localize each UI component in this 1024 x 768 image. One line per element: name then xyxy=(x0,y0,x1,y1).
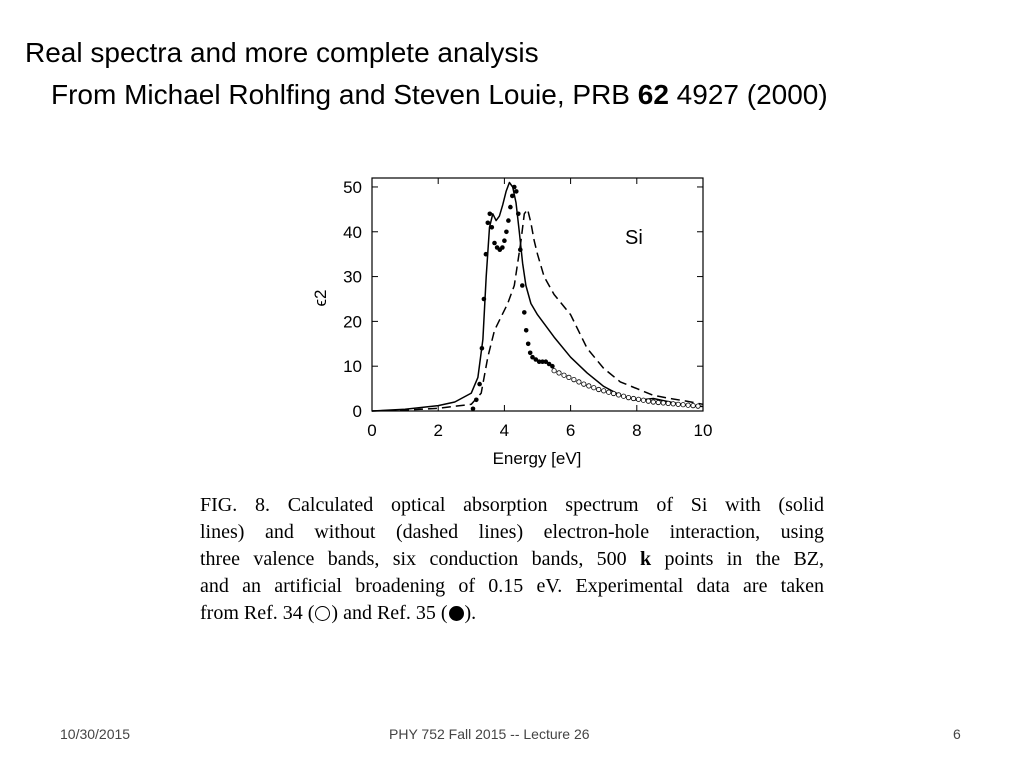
caption-line-5-c: ). xyxy=(464,602,477,624)
data-point-ref35 xyxy=(488,212,493,217)
y-axis-label: ϵ2 xyxy=(311,289,330,307)
x-tick-label: 0 xyxy=(367,421,377,440)
y-tick-label: 0 xyxy=(352,402,362,421)
data-point-ref35 xyxy=(524,328,529,333)
data-point-ref34 xyxy=(666,401,670,405)
caption-line-3-post: points in the BZ, xyxy=(651,548,825,570)
data-point-ref34 xyxy=(686,403,690,407)
data-point-ref34 xyxy=(661,401,665,405)
data-point-ref35 xyxy=(502,238,507,243)
data-point-ref35 xyxy=(510,194,515,199)
caption-line-3-pre: three valence bands, six conduction bands, 500 xyxy=(200,548,641,570)
data-point-ref34 xyxy=(636,397,640,401)
caption-line-1: FIG. 8. Calculated optical absorption spectrum of Si with (solid xyxy=(200,494,824,516)
data-point-ref35 xyxy=(486,221,491,226)
data-point-ref35 xyxy=(518,247,523,252)
series-dashed-line xyxy=(372,209,703,411)
data-point-ref34 xyxy=(626,395,630,399)
caption-line-4: and an artificial broadening of 0.15 eV. Experimental data are taken xyxy=(200,575,824,597)
data-point-ref34 xyxy=(656,400,660,404)
data-point-ref35 xyxy=(474,398,479,403)
caption-line-5-a: from Ref. 34 ( xyxy=(200,602,315,624)
data-point-ref34 xyxy=(592,386,596,390)
open-circle-icon xyxy=(315,606,330,621)
data-point-ref35 xyxy=(506,218,511,223)
y-tick-label: 10 xyxy=(343,357,362,377)
data-point-ref34 xyxy=(696,404,700,408)
data-point-ref34 xyxy=(681,403,685,407)
data-point-ref34 xyxy=(587,384,591,388)
data-point-ref34 xyxy=(631,396,635,400)
x-tick-label: 6 xyxy=(565,421,576,440)
data-point-ref34 xyxy=(582,382,586,386)
x-axis-label: Energy [eV] xyxy=(492,449,582,468)
data-point-ref34 xyxy=(552,369,556,373)
data-point-ref35 xyxy=(512,185,517,190)
slide-title: Real spectra and more complete analysis xyxy=(25,37,539,68)
data-point-ref34 xyxy=(651,400,655,404)
x-tick-label: 4 xyxy=(499,421,510,440)
chart-annotation-si: Si xyxy=(625,227,643,249)
figure-caption xyxy=(200,492,824,627)
data-point-ref35 xyxy=(522,310,527,315)
x-tick-label: 8 xyxy=(632,421,642,440)
data-point-ref34 xyxy=(602,389,606,393)
subtitle-text-pre: From Michael Rohlfing and Steven Louie, PRB xyxy=(51,79,638,110)
y-tick-label: 30 xyxy=(343,267,362,287)
data-point-ref34 xyxy=(616,393,620,397)
data-point-ref35 xyxy=(480,346,485,351)
absorption-spectrum-chart xyxy=(300,170,730,480)
data-point-ref35 xyxy=(492,241,497,246)
data-point-ref34 xyxy=(572,377,576,381)
data-point-ref34 xyxy=(607,390,611,394)
x-tick-label: 2 xyxy=(433,421,443,440)
data-point-ref34 xyxy=(557,371,561,375)
slide-subtitle xyxy=(51,78,828,112)
footer-course: PHY 752 Fall 2015 -- Lecture 26 xyxy=(389,726,590,742)
y-tick-label: 40 xyxy=(343,222,362,242)
data-point-ref34 xyxy=(641,398,645,402)
data-point-ref34 xyxy=(567,375,571,379)
data-point-ref35 xyxy=(516,212,521,217)
footer-date: 10/30/2015 xyxy=(60,726,131,742)
x-tick-label: 10 xyxy=(693,421,713,440)
data-point-ref34 xyxy=(562,373,566,377)
subtitle-volume: 62 xyxy=(637,79,669,110)
data-point-ref34 xyxy=(621,394,625,398)
data-point-ref34 xyxy=(646,399,650,403)
footer-page-number: 6 xyxy=(953,726,961,742)
data-point-ref35 xyxy=(514,189,519,194)
data-point-ref35 xyxy=(482,297,487,302)
subtitle-text-post: 4927 (2000) xyxy=(668,79,828,110)
filled-circle-icon xyxy=(449,606,464,621)
data-point-ref35 xyxy=(550,364,555,369)
data-point-ref35 xyxy=(477,382,482,387)
caption-line-2: lines) and without (dashed lines) electron-hole interaction, using xyxy=(200,521,824,543)
data-point-ref35 xyxy=(471,407,476,412)
data-point-ref34 xyxy=(671,402,675,406)
caption-line-5 xyxy=(200,600,824,627)
data-point-ref35 xyxy=(526,342,531,347)
y-tick-label: 50 xyxy=(343,177,362,197)
data-point-ref35 xyxy=(520,283,525,288)
data-point-ref35 xyxy=(528,351,533,356)
data-point-ref35 xyxy=(500,245,505,250)
caption-line-3 xyxy=(200,546,824,573)
data-point-ref35 xyxy=(484,252,489,257)
data-point-ref35 xyxy=(504,230,509,235)
data-point-ref34 xyxy=(597,387,601,391)
data-point-ref35 xyxy=(490,225,495,230)
plot-frame xyxy=(372,178,703,411)
data-point-ref34 xyxy=(611,391,615,395)
caption-line-5-b: ) and Ref. 35 ( xyxy=(331,602,448,624)
data-point-ref34 xyxy=(691,403,695,407)
data-point-ref34 xyxy=(676,402,680,406)
data-point-ref35 xyxy=(508,205,513,210)
series-solid-line xyxy=(372,183,703,412)
y-tick-label: 20 xyxy=(343,312,362,332)
data-point-ref34 xyxy=(577,380,581,384)
caption-k-symbol: k xyxy=(640,548,652,570)
